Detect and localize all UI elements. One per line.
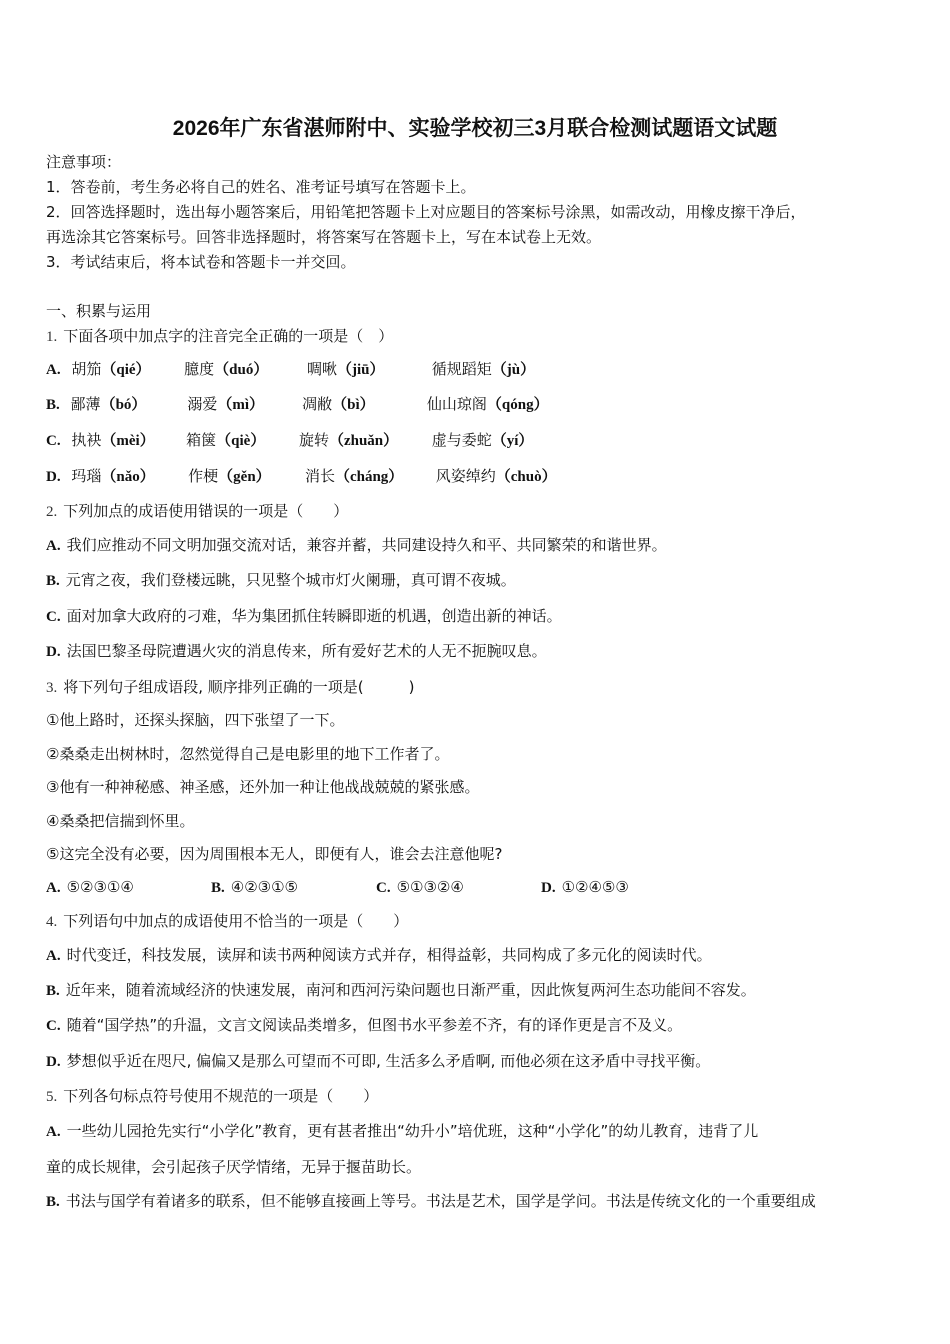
question-2-stem [46, 501, 348, 522]
option-a: A. ⑤②③①④ [46, 878, 134, 896]
question-4-stem [46, 911, 408, 932]
question-4-option-c: C. 随着“国学热”的升温，文言文阅读品类增多，但图书水平参差不齐，有的译作更是言不及义。 [46, 1016, 683, 1034]
option-word: 消长（cháng） [304, 467, 404, 485]
notice-item-2: 2．回答选择题时，选出每小题答案后，用铅笔把答题卡上对应题目的答案标号涂黑，如需改动，用橡皮擦干净后， [46, 203, 806, 221]
option-word: 溺爱（mì） [187, 395, 265, 413]
question-text: 下列语句中加点的成语使用不恰当的一项是（ ） [63, 912, 409, 930]
question-2-option-a: A. 我们应推动不同文明加强交流对话，兼容并蓄，共同建设持久和平、共同繁荣的和谐世界。 [46, 536, 667, 554]
option-d: D. ①②④⑤③ [541, 878, 629, 896]
option-word: 臆度（duó） [184, 360, 269, 378]
option-word: 虚与委蛇（yí） [431, 431, 534, 449]
question-3-sentence-2: ②桑桑走出树林时，忽然觉得自己是电影里的地下工作者了。 [46, 745, 450, 763]
option-label: A. [46, 362, 61, 378]
question-5-stem [46, 1086, 378, 1107]
question-3-sentence-3: ③他有一种神秘感、神圣感，还外加一种让他战战兢兢的紧张感。 [46, 778, 480, 796]
question-2-option-c: C. 面对加拿大政府的刁难，华为集团抓住转瞬即逝的机遇，创造出新的神话。 [46, 607, 562, 625]
notice-item-3: 3．考试结束后，将本试卷和答题卡一并交回。 [46, 253, 356, 271]
question-1-option-d [46, 466, 557, 487]
question-number: 4. [46, 914, 58, 930]
question-3-sentence-1: ①他上路时，还探头探脑，四下张望了一下。 [46, 711, 345, 729]
option-word: 作梗（gěn） [188, 467, 271, 485]
option-word: 仙山琼阁（qóng） [426, 395, 549, 413]
question-4-option-a: A. 时代变迁，科技发展，读屏和读书两种阅读方式并存，相得益彰，共同构成了多元化的阅读时代。 [46, 946, 712, 964]
notice-item-1: 1．答卷前，考生务必将自己的姓名、准考证号填写在答题卡上。 [46, 178, 476, 196]
option-word: 胡笳（qié） [71, 360, 151, 378]
question-3-sentence-5: ⑤这完全没有必要，因为周围根本无人，即便有人，谁会去注意他呢? [46, 845, 503, 863]
question-1-option-c [46, 430, 533, 451]
option-word: 啁啾（jiū） [306, 360, 385, 378]
question-1-option-b [46, 394, 549, 415]
question-2-option-b: B. 元宵之夜，我们登楼远眺，只见整个城市灯火阑珊，真可谓不夜城。 [46, 571, 516, 589]
section-heading: 一、积累与运用 [46, 302, 152, 320]
option-word: 风姿绰约（chuò） [435, 467, 557, 485]
question-text: 下列各句标点符号使用不规范的一项是（ ） [63, 1087, 379, 1105]
question-text: 将下列句子组成语段, 顺序排列正确的一项是( ) [63, 678, 415, 696]
question-4-option-d: D. 梦想似乎近在咫尺, 偏偏又是那么可望而不可即, 生活多么矛盾啊, 而他必须在这矛盾中寻找平衡。 [46, 1052, 711, 1070]
question-text: 下列加点的成语使用错误的一项是（ ） [63, 502, 349, 520]
question-number: 5. [46, 1089, 58, 1105]
option-b: B. ④②③①⑤ [211, 878, 299, 896]
option-label: D. [46, 469, 61, 485]
question-5-option-a-cont: 童的成长规律，会引起孩子厌学情绪，无异于揠苗助长。 [46, 1158, 422, 1176]
option-word: 凋敝（bì） [302, 395, 375, 413]
option-label: C. [46, 433, 61, 449]
question-1-option-a [46, 359, 535, 380]
question-3-stem [46, 677, 415, 698]
question-2-option-d: D. 法国巴黎圣母院遭遇火灾的消息传来，所有爱好艺术的人无不扼腕叹息。 [46, 642, 547, 660]
question-1-stem [46, 326, 393, 347]
notice-heading: 注意事项： [46, 153, 122, 171]
option-word: 箱箧（qiè） [186, 431, 266, 449]
question-3-options [46, 877, 629, 898]
question-5-option-a: A. 一些幼儿园抢先实行“小学化”教育，更有甚者推出“幼升小”培优班，这种“小学化”的幼儿教育，违背了儿 [46, 1122, 759, 1140]
option-word: 执袂（mèi） [71, 431, 155, 449]
option-word: 循规蹈矩（jù） [431, 360, 536, 378]
question-number: 2. [46, 504, 58, 520]
question-3-sentence-4: ④桑桑把信揣到怀里。 [46, 812, 195, 830]
option-word: 旋转（zhuǎn） [298, 431, 399, 449]
notice-item-2-cont: 再选涂其它答案标号。回答非选择题时，将答案写在答题卡上，写在本试卷上无效。 [46, 228, 602, 246]
option-c: C. ⑤①③②④ [376, 878, 464, 896]
question-text: 下面各项中加点字的注音完全正确的一项是（ ） [63, 327, 394, 345]
option-word: 玛瑙（nǎo） [71, 467, 155, 485]
question-5-option-b: B. 书法与国学有着诸多的联系，但不能够直接画上等号。书法是艺术，国学是学问。书法是传统文化的一个重要组成 [46, 1192, 816, 1210]
option-label: B. [46, 397, 60, 413]
page-title: 2026年广东省湛师附中、实验学校初三3月联合检测试题语文试题 [172, 117, 778, 140]
question-number: 1. [46, 329, 58, 345]
question-4-option-b: B. 近年来，随着流域经济的快速发展，南河和西河污染问题也日渐严重，因此恢复两河生态功能间不容发。 [46, 981, 756, 999]
option-word: 鄙薄（bó） [70, 395, 147, 413]
question-number: 3. [46, 680, 58, 696]
